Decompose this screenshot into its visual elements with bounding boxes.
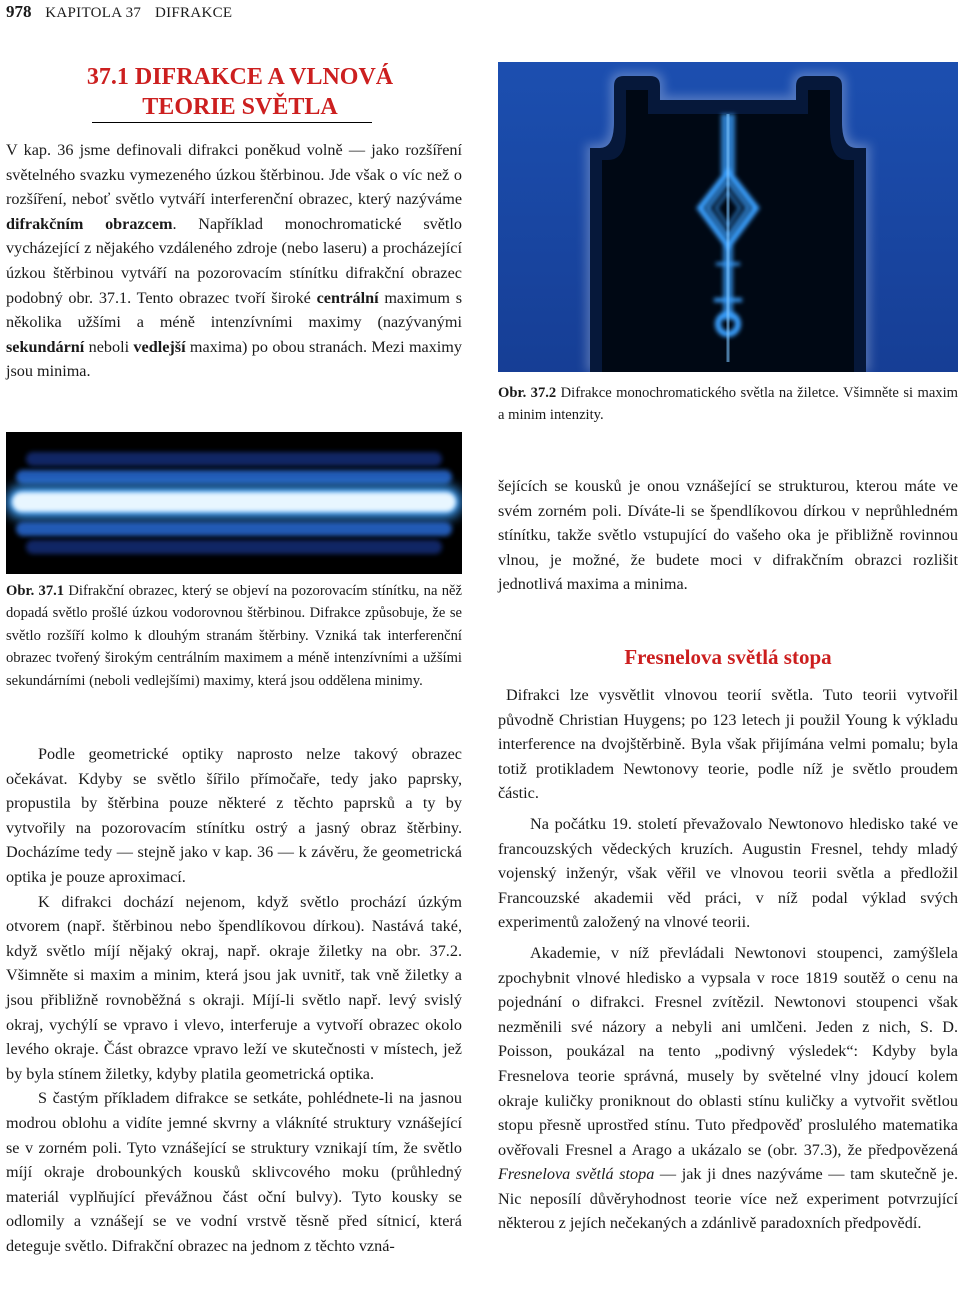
- left-column-body: [6, 742, 462, 1258]
- term-centralni: centrální: [316, 288, 379, 307]
- paragraph: Na počátku 19. století převažovalo Newtonovo hledisko také ve francouzských vědeckých kruzích. Augustin Fresnel, tehdy mladý vojenský inženýr, však věřil ve vlnovou teorii světla a předložil Francouzské akademii věd práci, v níž podal výklad svých experimentů založený na vlnové teorii.: [498, 814, 958, 932]
- term-fresnelova-svetla-stopa: Fresnelova světlá stopa: [498, 1165, 655, 1184]
- figure-37-1-label: Obr. 37.1: [6, 583, 65, 599]
- figure-37-1-caption-text: Difrakční obrazec, který se objeví na pozorovacím stínítku, na něž dopadá světlo prošlé úzkou vodorovnou štěrbinou. Difrakce způsobuje, že se světlo rozšíří kolmo k dlouhým stranám štěrbiny. Vzniká tak interferenční obrazec tvořený širokým centrálním maximem a méně intenzívními a užšími sekundárními (neboli vedlejšími) maximy, která jsou oddělena minimy.: [6, 583, 462, 689]
- right-column-continuation: [498, 474, 958, 597]
- paragraph-text: — jak ji dnes nazýváme — tam skutečně je. Nic neposílí důvěryhodnost teorie více než experiment potvrzující některou z jejích nečekaných a zdánlivě paradoxních předpovědí.: [498, 1165, 958, 1233]
- chapter-title: DIFRAKCE: [154, 5, 233, 21]
- section-title-rule: [92, 122, 372, 123]
- section-title: 37.1 DIFRAKCE A VLNOVÁ TEORIE SVĚTLA: [86, 64, 394, 120]
- paragraph: Difrakci lze vysvětlit vlnovou teorií světla. Tuto teorii vytvořil původně Christian Huygens; po 123 letech ji použil Young k výkladu interference na dvojštěrbině. Byla však přijímána velmi pomalu; byla totiž protikladem Newtonovy teorie, podle níž je světlo proudem částic.: [498, 686, 958, 803]
- figure-37-1-caption: [6, 580, 462, 692]
- paragraph: Podle geometrické optiky naprosto nelze takový obrazec očekávat. Kdyby se světlo šířilo přímočaře, tedy jako paprsky, propustila by štěrbina pouze některé z těchto paprsků a ty by vytvořily na pozorovacím stínítku ostrý a jasný obraz štěrbiny. Docházíme tedy — stejně jako v kap. 36 — k závěru, že geometrická optika je pouze aproximací.: [6, 745, 462, 886]
- term-sekundarni: sekundární: [6, 337, 85, 356]
- page-number: 978: [6, 2, 32, 21]
- paragraph: [498, 941, 958, 1236]
- figure-37-2-label: Obr. 37.2: [498, 385, 557, 401]
- single-slit-diffraction-photo: [6, 432, 462, 574]
- intro-text-2: . Například monochromatické světlo vycházející z nějakého vzdáleného zdroje (nebo laseru) a procházející úzkou štěrbinou vytváří na pozorovacím stínítku difrakční obrazec podobný obr. 37.1. Tento obrazec tvoří široké: [6, 214, 463, 307]
- running-header: [6, 2, 232, 22]
- figure-37-2-image: [498, 62, 958, 372]
- intro-text-5: maxima) po obou stranách. Mezi maximy jsou minima.: [6, 337, 462, 381]
- razor-blade-diffraction-photo: [498, 62, 958, 372]
- right-column-body: [498, 683, 958, 1236]
- subsection-heading: Fresnelova světlá stopa: [624, 645, 832, 669]
- paragraph-text: Akademie, v níž převládali Newtonovi stoupenci, zamýšlela zpochybnit vlnové hledisko a vypsala v roce 1819 soutěž o cenu na pojednání o difrakci. Fresnel zvítězil. Newtonovi stoupenci však nezměnili své názory a nebyli ani umlčeni. Jeden z nich, S. D. Poisson, poukázal na tento „podivný výsledek“: Kdyby byla Fresnelova teorie správná, musely by světelné vlny jdoucí kolem okraje kuličky proniknout do oblasti stínu kuličky a vytvořit světlou stopu přesně uprostřed stínu. Tuto předpověď proslulého matematika ověřovali Fresnel a Arago a ukázalo se (obr. 37.3), že předpovězená: [498, 943, 958, 1159]
- paragraph: šejících se kousků je onou vznášející se strukturou, kterou máte ve svém zorném poli. Díváte-li se špendlíkovou dírkou v neprůhledném stínítku, takže světlo vstupující do vašeho oka je přibližně rovinnou vlnou, je možné, že budete moci v difrakčním obrazci rozlišit jednotlivá maxima a minima.: [498, 477, 958, 594]
- intro-text-3: maximum s několika užšími a méně intenzívními maximy (nazývanými: [6, 288, 463, 332]
- intro-text-4: neboli: [84, 337, 134, 356]
- term-difrakcni-obrazec: difrakčním obrazcem: [6, 214, 173, 233]
- intro-paragraph: [6, 138, 462, 384]
- figure-37-2-caption-text: Difrakce monochromatického světla na žiletce. Všimněte si maxim a minim intenzity.: [498, 385, 958, 424]
- paragraph: K difrakci dochází nejenom, když světlo prochází úzkým otvorem (např. štěrbinou nebo špendlíkovou dírkou). Nastává také, když světlo míjí nějaký okraj, např. okraje žiletky na obr. 37.2. Všimněte si maxim a minim, která jsou jak uvnitř, tak vně žiletky a jsou přibližně rovnoběžná s okraji. Míjí-li světlo např. levý svislý okraj, vychýlí se vpravo i vlevo, interferuje a vytvoří obrazec okolo levého okraje. Část obrazce vpravo leží ve skutečnosti v místech, jež by byla stínem žiletky, kdyby platila geometrická optika.: [6, 892, 462, 1083]
- chapter-label: KAPITOLA 37: [45, 5, 142, 21]
- paragraph: S častým příkladem difrakce se setkáte, pohlédnete-li na jasnou modrou oblohu a vidíte jemné skvrny a vlákníté struktury vznášející se v zorném poli. Tyto vznášející se struktury vznikají tím, že světlo míjí okraje drobounkých kousků sklivcového moku (průhledný materiál vyplňující převážnou část oční bulvy). Tyto kousky se odlomily a vznášejí se ve vodní vrstvě těsně před sítnicí, která deteguje světlo. Difrakční obrazec na jednom z těchto vzná-: [6, 1089, 462, 1255]
- intro-text-1: V kap. 36 jsme definovali difrakci poněkud volně — jako rozšíření světelného svazku vymezeného úzkou štěrbinou. Jde však o víc než o rozšíření, neboť světlo vytváří interferenční obrazec, který nazýváme: [6, 141, 462, 209]
- term-vedlejsi: vedlejší: [133, 337, 186, 356]
- figure-37-1-image: [6, 432, 462, 574]
- figure-37-2-caption: [498, 382, 958, 427]
